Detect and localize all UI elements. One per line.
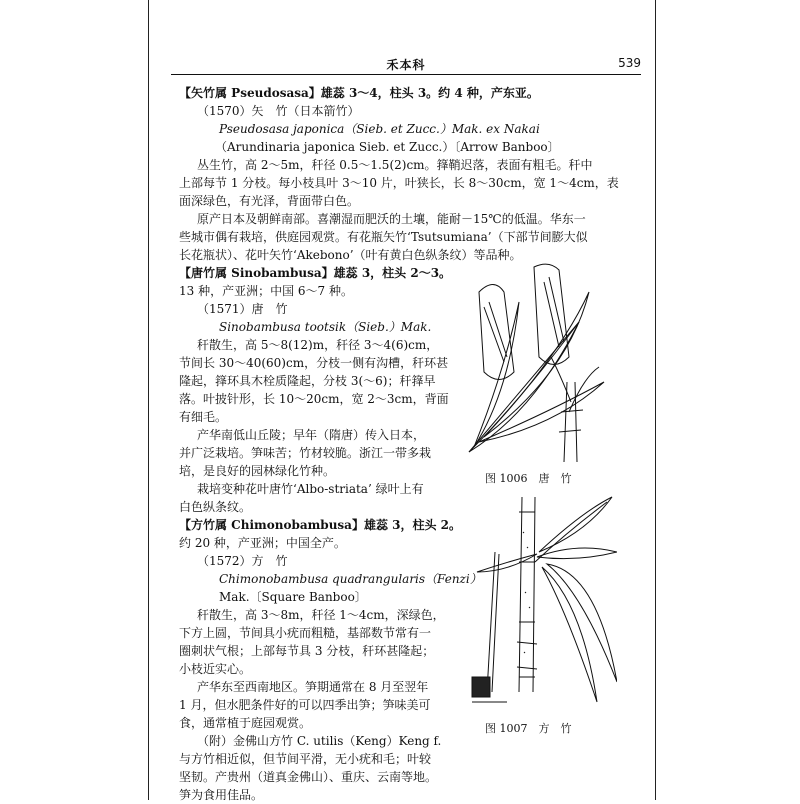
text-line: （Arundinaria japonica Sieb. et Zucc.）〔Arrow Banboo〕 [215, 140, 560, 154]
text-line: 【方竹属 Chimonobambusa】雄蕊 3，柱头 2。 [179, 518, 462, 532]
text-line: 丛生竹，高 2～5m，秆径 0.5～1.5(2)cm。箨鞘迟落，表面有粗毛。秆中 [197, 158, 593, 172]
text-line: Chimonobambusa quadrangularis（Fenzi） [219, 572, 482, 586]
text-line: （1570）矢 竹（日本箭竹） [197, 104, 360, 118]
page-header [171, 56, 641, 75]
text-line: 面深绿色，有光泽，背面带白色。 [179, 194, 360, 208]
text-line: 13 种，产亚洲；中国 6～7 种。 [179, 284, 353, 298]
text-line: 产华东至西南地区。笋期通常在 8 月至翌年 [197, 680, 429, 694]
text-line: 节间长 30～40(60)cm，分枝一侧有沟槽，秆环甚 [179, 356, 449, 370]
text-line: 培，是良好的园林绿化竹种。 [179, 464, 336, 478]
text-line: 秆散生，高 5～8(12)m，秆径 3～4(6)cm， [197, 338, 439, 352]
figure-1006-illustration [459, 262, 609, 472]
text-line: 坚韧。产贵州（道真金佛山）、重庆、云南等地。 [179, 770, 438, 784]
text-line: （附）金佛山方竹 C. utilis（Keng）Keng f. [197, 734, 442, 748]
text-line: Mak.〔Square Banboo〕 [219, 590, 367, 604]
text-line: 长花瓶状）、花叶矢竹‘Akebono’（叶有黄白色纵条纹）等品种。 [179, 248, 522, 262]
text-line: （1571）唐 竹 [197, 302, 288, 316]
text-line: Pseudosasa japonica（Sieb. et Zucc.）Mak. ex Nakai [219, 122, 540, 136]
text-line: （1572）方 竹 [197, 554, 288, 568]
text-line: 隆起，箨环具木栓质隆起，分枝 3(～6)；秆箨早 [179, 374, 436, 388]
text-line: 白色纵条纹。 [179, 500, 252, 514]
text-line: 1 月，但水肥条件好的可以四季出笋；笋味美可 [179, 698, 431, 712]
page-number: 539 [618, 56, 641, 70]
text-line: 下方上圆，节间具小疣而粗糙，基部数节常有一 [179, 626, 432, 640]
text-line: 笋为食用佳品。 [179, 788, 264, 802]
text-line: Sinobambusa tootsik（Sieb.）Mak. [219, 320, 432, 334]
text-line: 上部每节 1 分枝。每小枝具叶 3～10 片，叶狭长，长 8～30cm，宽 1～4cm，表 [179, 176, 619, 190]
text-line: 圈刺状气根；上部每节具 3 分枝，秆环甚隆起； [179, 644, 435, 658]
figure-1007-illustration [467, 492, 617, 714]
text-line: 小枝近实心。 [179, 662, 252, 676]
text-line: 约 20 种，产亚洲；中国全产。 [179, 536, 346, 550]
book-page [148, 0, 656, 800]
text-line: 产华南低山丘陵；早年（隋唐）传入日本， [197, 428, 426, 442]
text-line: 落。叶披针形，长 10～20cm，宽 2～3cm，背面 [179, 392, 449, 406]
text-line: 原产日本及朝鲜南部。喜潮湿而肥沃的土壤，能耐－15℃的低温。华东一 [197, 212, 586, 226]
text-line: 秆散生，高 3～8m，秆径 1～4cm，深绿色， [197, 608, 445, 622]
text-line: 些城市偶有栽培，供庭园观赏。有花瓶矢竹‘Tsutsumiana’（下部节间膨大似 [179, 230, 588, 244]
text-line: 栽培变种花叶唐竹‘Albo-striata’ 绿叶上有 [197, 482, 424, 496]
text-line: 与方竹相近似，但节间平滑，无小疣和毛；叶较 [179, 752, 432, 766]
figure-1007-caption: 图 1007 方 竹 [485, 722, 572, 735]
text-line: 并广泛栽培。笋味苦；竹材较脆。浙江一带多栽 [179, 446, 432, 460]
running-title: 禾本科 [386, 58, 426, 72]
text-line: 有细毛。 [179, 410, 228, 424]
text-line: 【矢竹属 Pseudosasa】雄蕊 3～4，柱头 3。约 4 种，产东亚。 [179, 86, 539, 100]
text-line: 食，通常植于庭园观赏。 [179, 716, 312, 730]
text-line: 【唐竹属 Sinobambusa】雄蕊 3，柱头 2～3。 [179, 266, 452, 280]
figure-1006-caption: 图 1006 唐 竹 [485, 472, 572, 485]
